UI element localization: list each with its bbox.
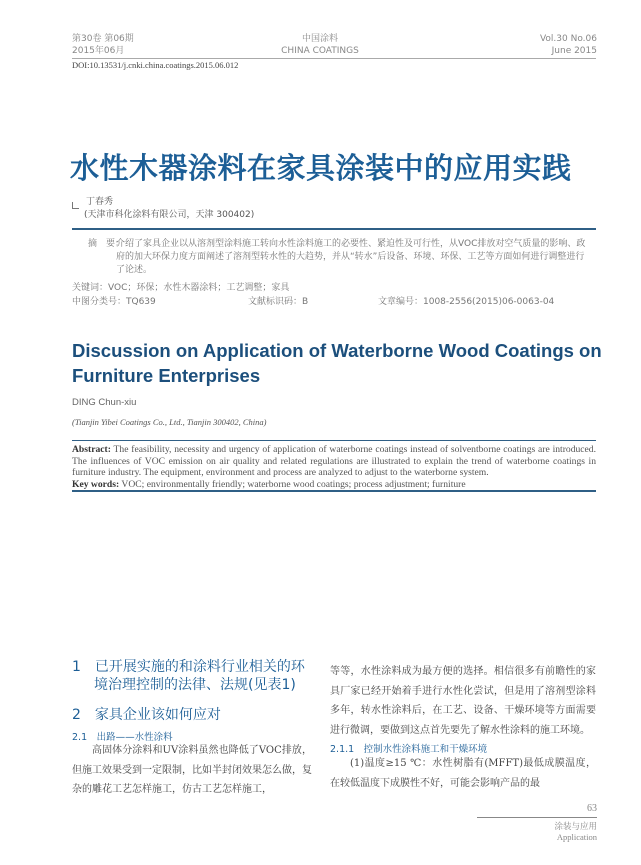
header-center: [250, 33, 390, 57]
paragraph-2: 等等，水性涂料成为最方便的选择。相信很多有前瞻性的家具厂家已经开始着手进行水性化尝试，但是用了溶剂型涂料多年，转水性涂料后，在工艺、设备、干燥环境等方面需要进行微调，要做到这点首先要先了解水性涂料的施工环境。: [330, 666, 596, 736]
paragraph-1: 高固体分涂料和UV涂料虽然也降低了VOC排放，但施工效果受到一定限制，比如半封闭效果怎么做，复杂的雕花工艺怎样施工，仿古工艺怎样施工，: [72, 745, 312, 795]
footer-rule: [477, 817, 597, 818]
abstract-top-rule: [72, 440, 596, 441]
title-cn: 水性木器涂料在家具涂装中的应用实践: [70, 151, 572, 185]
header-rule: [72, 58, 596, 59]
affiliation-en: (Tianjin Yibei Coatings Co., Ltd., Tianjin 300402, China): [72, 417, 267, 427]
title-en: Discussion on Application of Waterborne Wood Coatings on Furniture Enterprises: [72, 340, 602, 386]
volume-issue-cn: 第30卷 第06期: [72, 34, 134, 44]
abstract-cn: [88, 238, 588, 277]
journal-name-cn: 中国涂料: [301, 34, 338, 44]
keywords-label-en: Key words:: [72, 478, 120, 490]
left-column: [72, 658, 312, 800]
affiliation-cn: (天津市科化涂料有限公司，天津 300402): [84, 210, 255, 220]
header-left: [72, 33, 134, 57]
paragraph-3: (1)温度≥15 ℃：水性树脂有(MFFT)最低成膜温度，在较低温度下成膜性不好，可能会影响产品的最: [330, 758, 596, 789]
author-marker-icon: [72, 202, 79, 209]
keywords-cn: 关键词：VOC；环保；水性木器涂料；工艺调整；家具: [72, 283, 290, 293]
keywords-en: VOC; environmentally friendly; waterborne wood coatings; process adjustment; furniture: [119, 478, 466, 490]
title-rule: [72, 228, 596, 230]
volume-issue-en: Vol.30 No.06: [539, 34, 597, 44]
date-en: June 2015: [551, 46, 597, 56]
abstract-label-cn: 摘 要：: [88, 239, 125, 249]
author-en: DING Chun-xiu: [72, 397, 137, 408]
article-number: 文章编号：1008-2556(2015)06-0063-04: [378, 297, 555, 307]
date-cn: 2015年06月: [72, 46, 125, 56]
clc-number: 中图分类号：TQ639: [72, 297, 156, 307]
abstract-bottom-rule: [72, 490, 596, 492]
abstract-en: [72, 444, 596, 490]
author-cn: 丁春秀: [86, 197, 114, 207]
abstract-label-en: Abstract:: [72, 444, 111, 455]
doi: DOI:10.13531/j.cnki.china.coatings.2015.06.012: [72, 60, 239, 70]
section-2-heading: 2 家具企业该如何应对: [72, 707, 221, 723]
right-column: [330, 662, 596, 793]
page-number: 63: [587, 803, 597, 814]
document-code: 文献标识码：B: [248, 297, 309, 307]
footer: [477, 803, 597, 843]
footer-section-cn: 涂装与应用: [554, 821, 597, 831]
abstract-text-cn: 介绍了家具企业以从溶剂型涂料施工转向水性涂料施工的必要性、紧迫性及可行性，从VOC排放对空气质量的影响、政府的加大环保力度方面阐述了溶剂型转水性的大趋势，并从“转水”后设备、环境、环保、工艺等方面如何进行调整进行了论述。: [116, 239, 586, 275]
footer-section-en: Application: [556, 832, 597, 842]
abstract-text-en: The feasibility, necessity and urgency of application of waterborne coatings instead of solventborne coatings are introduced. The influences of VOC emission on air quality and related regulations are illustrated to explain the trend of waterborne coatings in furniture industry. The equipment, environment and process are analyzed to adjust to the waterborne system.: [72, 444, 596, 478]
header-right: [540, 33, 597, 57]
section-2-1-heading: 2.1 出路——水性涂料: [72, 732, 173, 743]
section-1-heading: 1 已开展实施的和涂料行业相关的环境治理控制的法律、法规(见表1): [72, 659, 305, 693]
journal-name-en: CHINA COATINGS: [281, 46, 359, 56]
section-2-1-1-heading: 2.1.1 控制水性涂料施工和干燥环境: [330, 744, 488, 755]
